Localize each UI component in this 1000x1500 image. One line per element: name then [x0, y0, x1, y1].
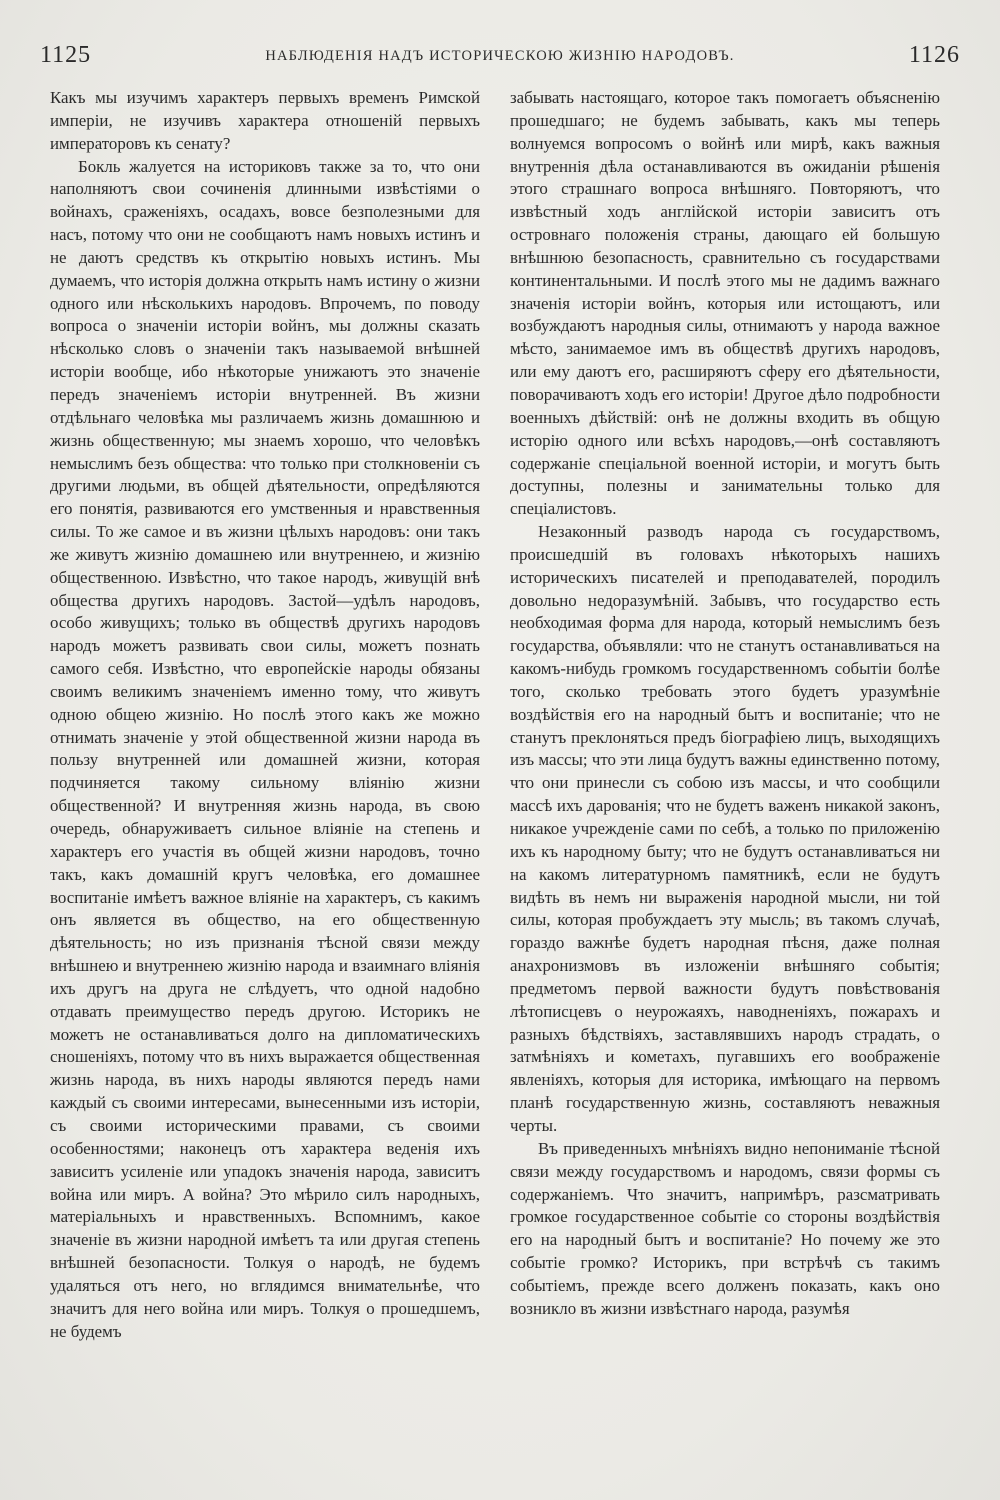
column-gutter — [490, 90, 491, 1410]
paragraph: Незаконный разводъ народа съ государствомъ, происшедшій въ головахъ нѣкоторыхъ нашихъ историческихъ писателей и преподавателей, породилъ довольно недоразумѣній. Забывъ, что государство есть необходимая форма для народа, который немыслимъ безъ государства, объявляли: что не станутъ останавливаться на какомъ-нибудь громкомъ государственномъ событіи болѣе того, сколько требовать этого будетъ уразумѣніе воздѣйствія его на народный бытъ и воспитаніе; что не станутъ преклоняться предъ біографіею лицъ, выходящихъ изъ массы; что эти лица будутъ важны единственно потому, что они принесли съ собою изъ массы, и что сообщили массѣ ихъ дарованія; что не будетъ важенъ никакой законъ, никакое учрежденіе сами по себѣ, а только по приложенію ихъ къ народному быту; что не будутъ останавливаться ни на какомъ литературномъ памятникѣ, если не будутъ видѣть въ немъ ни выраженія народной мысли, ни той силы, которая пробуждаетъ эту мысль; въ такомъ случаѣ, гораздо важнѣе будетъ народная пѣсня, даже полная анахронизмовъ въ изложеніи внѣшняго событія; предметомъ первой важности будутъ повѣствованія лѣтописцевъ о неурожаяхъ, наводненіяхъ, пожарахъ и разныхъ бѣдствіяхъ, заставлявшихъ народъ страдать, о затмѣніяхъ и кометахъ, пугавшихъ его воображеніе явленіяхъ, которыя для историка, имѣющаго на первомъ планѣ государственную жизнь, составляютъ неважныя черты. — [510, 522, 940, 1135]
left-column — [50, 87, 480, 1343]
paragraph: Бокль жалуется на историковъ также за то, что они наполняютъ свои сочиненія длинными извѣстіями о войнахъ, сраженіяхъ, осадахъ, вовсе безполезными для насъ, потому что они не сообщаютъ намъ новыхъ истинъ и не даютъ средствъ къ открытію новыхъ истинъ. Мы думаемъ, что исторія должна открыть намъ истину о жизни одного или нѣсколькихъ народовъ. Впрочемъ, по поводу вопроса о значеніи исторіи войнъ, мы должны сказать нѣсколько словъ о значеніи такъ называемой внѣшней исторіи вообще, ибо нѣкоторые унижаютъ это значеніе передъ значеніемъ исторіи внутренней. Въ жизни отдѣльнаго человѣка мы различаемъ жизнь домашнюю и жизнь общественную; мы знаемъ хорошо, что человѣкъ немыслимъ безъ общества: что только при столкновеніи съ другими людьми, въ общей дѣятельности, опредѣляются его понятія, развиваются его умственныя и нравственныя силы. То же самое и въ жизни цѣлыхъ народовъ: они такъ же живутъ жизнію домашнею или внутреннею, и жизнію общественною. Извѣстно, что такое народъ, живущій внѣ общества другихъ народовъ. Застой—удѣлъ народовъ, особо живущихъ; только въ обществѣ другихъ народовъ народъ можетъ развивать свои силы, можетъ познать самого себя. Извѣстно, что европейскіе народы обязаны своимъ великимъ значеніемъ именно тому, что живутъ одною общею жизнію. Но послѣ этого какъ же можно отнимать значеніе у этой общественной жизни народа въ пользу внутренней или домашней жизни, которая подчиняется такому сильному вліянію жизни общественной? И внутренняя жизнь народа, въ свою очередь, обнаруживаетъ сильное вліяніе на степень и характеръ его участія въ общей жизни народовъ, точно такъ, какъ домашній кругъ человѣка, его домашнее воспитаніе имѣетъ важное вліяніе на характеръ, съ какимъ онъ является въ общество, на его общественную дѣятельность; но изъ признанія тѣсной связи между внѣшнею и внутреннею жизнію народа и взаимнаго вліянія ихъ другъ на друга не слѣдуетъ, что одной надобно отдавать преимущество передъ другою. Историкъ не можетъ не останавливаться долго на дипломатическихъ сношеніяхъ, потому что въ нихъ выражается общественная жизнь народа, въ нихъ народы являются передъ нами каждый съ своими интересами, вынесенными изъ исторіи, съ своими историческими правами, съ своими особенностями; наконецъ отъ характера веденія ихъ зависитъ усиленіе или упадокъ значенія народа, зависитъ война или миръ. А война? Это мѣрило силъ народныхъ, матеріальныхъ и нравственныхъ. Вспомнимъ, какое значеніе въ жизни народной имѣетъ та или другая степень внѣшней безопасности. Толкуя о народѣ, не будемъ удаляться отъ него, но вглядимся внимательнѣе, что значитъ для него война или миръ. Толкуя о прошедшемъ, не будемъ — [50, 156, 480, 1341]
page-header — [40, 42, 960, 72]
page-number-right: 1126 — [908, 42, 960, 68]
right-column — [510, 87, 940, 1321]
paragraph: забывать настоящаго, которое такъ помогаетъ объясненію прошедшаго; не будемъ забывать, какъ мы теперь волнуемся вопросомъ о войнѣ или мирѣ, какъ важныя внутреннія дѣла останавливаются въ ожиданіи рѣшенія этого страшнаго вопроса внѣшняго. Повторяютъ, что извѣстный ходъ англійской исторіи зависитъ отъ островнаго положенія страны, дающаго ей большую внѣшнюю безопасность, сравнительно съ государствами континентальными. И послѣ этого мы не дадимъ важнаго значенія исторіи войнъ, которыя или истощаютъ, или возбуждаютъ народныя силы, отнимаютъ у народа важное мѣсто, занимаемое имъ въ обществѣ другихъ народовъ, или ему даютъ его, расширяютъ сферу его дѣятельности, поворачиваютъ ходъ его исторіи! Другое дѣло подробности военныхъ дѣйствій: онѣ не должны входить въ общую исторію одного или всѣхъ народовъ,—онѣ составляютъ содержаніе спеціальной военной исторіи, и могутъ быть доступны, полезны и занимательны только для спеціалистовъ. — [510, 88, 940, 519]
paragraph: Въ приведенныхъ мнѣніяхъ видно непониманіе тѣсной связи между государствомъ и народомъ, связи формы съ содержаніемъ. Что значитъ, напримѣръ, разсматривать громкое государственное событіе со стороны воздѣйствія его на народный бытъ и воспитаніе? Но почему же это событіе громко? Историкъ, при встрѣчѣ съ такимъ событіемъ, прежде всего долженъ показать, какъ оно возникло въ жизни извѣстнаго народа, разумѣя — [510, 1138, 940, 1318]
page-number-left: 1125 — [40, 42, 92, 68]
paragraph: Какъ мы изучимъ характеръ первыхъ временъ Римской имперіи, не изучивъ характера отношеній первыхъ императоровъ къ сенату? — [50, 88, 480, 153]
running-title: НАБЛЮДЕНІЯ НАДЪ ИСТОРИЧЕСКОЮ ЖИЗНІЮ НАРОДОВЪ. — [265, 48, 735, 64]
